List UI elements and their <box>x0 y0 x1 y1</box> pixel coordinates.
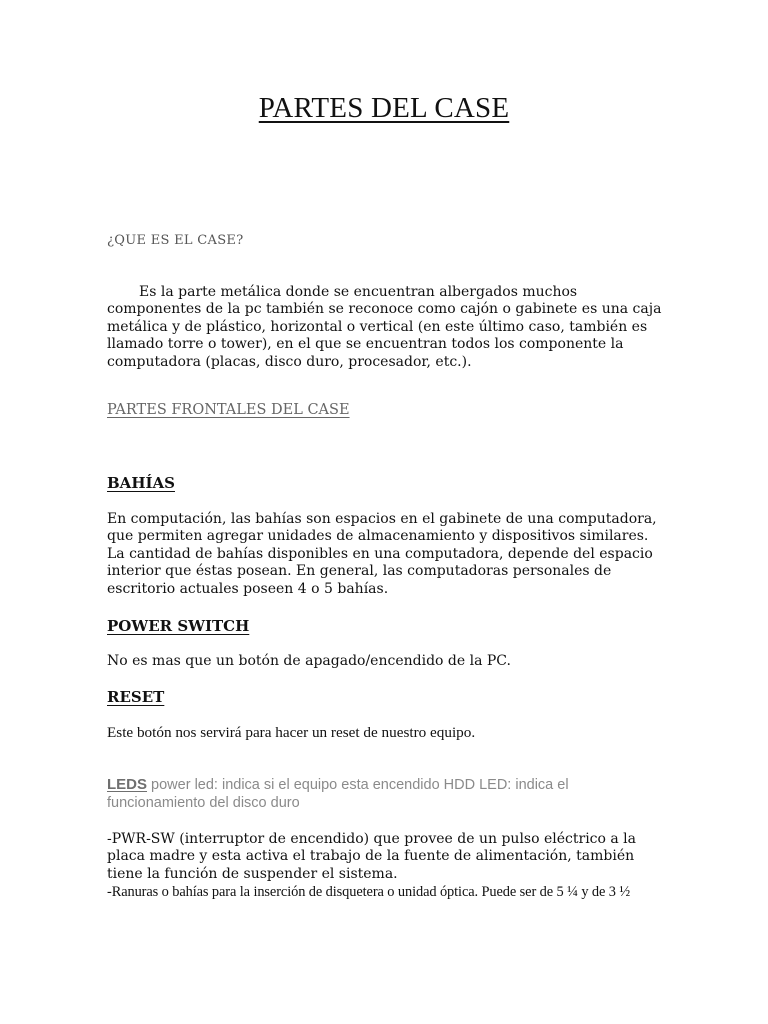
reset-heading: RESET <box>107 688 165 706</box>
power-switch-heading: POWER SWITCH <box>107 617 250 635</box>
power-switch-paragraph: No es mas que un botón de apagado/encendido de la PC. <box>107 653 511 669</box>
page-title: PARTES DEL CASE <box>258 92 510 124</box>
ranuras-paragraph: -Ranuras o bahías para la inserción de disquetera o unidad óptica. Puede ser de 5 ¼ y de 3 ½ <box>107 884 631 900</box>
reset-paragraph: Este botón nos servirá para hacer un reset de nuestro equipo. <box>107 724 476 741</box>
intro-paragraph: Es la parte metálica donde se encuentran albergados muchos componentes de la pc también se reconoce como cajón o gabinete es una caja metálica y de plástico, horizontal o vertical (en este último caso, también es llamado torre o tower), en el que se encuentran todos los componente la computadora (placas, disco duro, procesador, etc.). <box>107 284 662 370</box>
section-heading: PARTES FRONTALES DEL CASE <box>107 402 350 418</box>
leds-paragraph <box>107 776 627 812</box>
bahias-paragraph: En computación, las bahías son espacios en el gabinete de una computadora, que permiten agregar unidades de almacenamiento y dispositivos similares. La cantidad de bahías disponibles en una computadora, depende del espacio interior que éstas posean. En general, las computadoras personales de escritorio actuales poseen 4 o 5 bahías. <box>107 511 657 597</box>
leds-text: power led: indica si el equipo esta encendido HDD LED: indica el funcionamiento del disco duro <box>107 777 569 811</box>
pwr-sw-paragraph: -PWR-SW (interruptor de encendido) que provee de un pulso eléctrico a la placa madre y esta activa el trabajo de la fuente de alimentación, también tiene la función de suspender el sistema. <box>107 831 637 882</box>
bahias-heading: BAHÍAS <box>107 474 175 492</box>
leds-label: LEDS <box>107 776 148 793</box>
question-heading: ¿QUE ES EL CASE? <box>107 233 244 248</box>
